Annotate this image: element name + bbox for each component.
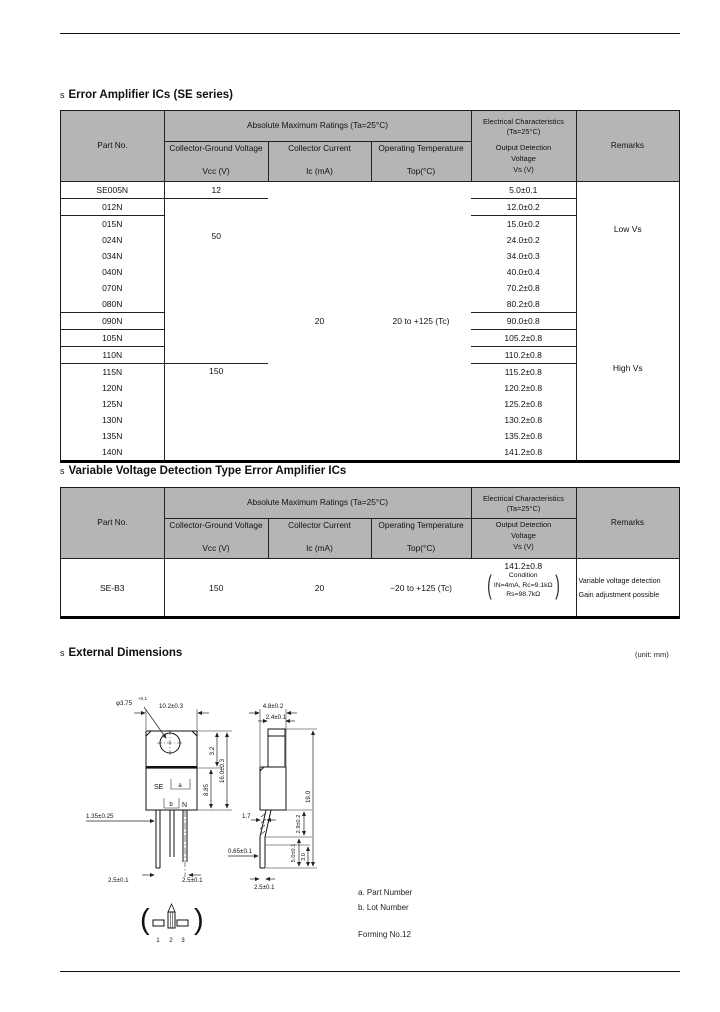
dim-tab-height: 3.2 <box>209 746 216 756</box>
vs-cell: 135.2±0.8 <box>471 428 576 444</box>
remark-line2: Gain adjustment possible <box>578 589 660 599</box>
condition-line1: IN=4mA, Rc=9.1kΩ <box>493 581 553 589</box>
part-no-cell: 034N <box>61 248 164 264</box>
square-bullet-icon: s <box>60 466 65 476</box>
section2-title-text: Variable Voltage Detection Type Error Amplifier ICs <box>68 465 347 477</box>
ec-line2: (Ta=25°C) <box>506 504 541 514</box>
pin3-label: 3 <box>181 937 185 944</box>
ic-cell: 20 <box>314 582 325 593</box>
dim-lead-thickness: 1.7 <box>242 813 251 820</box>
vs-cell: 34.0±0.3 <box>471 248 576 264</box>
header-divider <box>371 518 372 558</box>
dim-total-length: 19.0 <box>305 790 312 804</box>
section1-title-text: Error Amplifier ICs (SE series) <box>68 89 233 101</box>
vs-unit: Vs (V) <box>513 541 534 551</box>
dim-lead-width2: 0.65±0.1 <box>228 848 253 855</box>
right-paren: ) <box>554 570 560 601</box>
condition-line2: Rs=98.7kΩ <box>506 591 541 599</box>
note-lot-number: b. Lot Number <box>358 903 409 912</box>
dim-lead-width: 1.35±0.25 <box>86 813 114 820</box>
dim-bend1: 2.9±0.2 <box>296 814 302 834</box>
ec-line2: (Ta=25°C) <box>506 127 541 137</box>
dim-width-label: 10.2±0.3 <box>158 703 184 710</box>
vs-cell: 130.2±0.8 <box>471 412 576 428</box>
square-bullet-icon: s <box>60 90 65 100</box>
marking-suffix: N <box>182 802 188 809</box>
vcc-unit: Vcc (V) <box>202 166 230 177</box>
ic-unit: Ic (mA) <box>306 166 333 177</box>
header-divider <box>164 488 165 558</box>
col-header-vs <box>471 488 576 558</box>
temp-name: Operating Temperature <box>378 143 464 153</box>
condition-title: Condition <box>508 572 538 579</box>
note-forming: Forming No.12 <box>358 930 411 939</box>
left-bracket: ( <box>140 904 150 936</box>
dim-thickness2: 2.4±0.1 <box>265 714 287 721</box>
pin2-label: 2 <box>169 937 173 944</box>
vs-unit: Vs (V) <box>513 164 534 174</box>
vcc-unit: Vcc (V) <box>202 543 230 554</box>
header-divider <box>471 488 472 558</box>
dim-hole-tol: +0.1 <box>138 696 148 701</box>
dim-total-height: 16.0±0.3 <box>219 758 226 784</box>
vs-cell: 40.0±0.4 <box>471 264 576 280</box>
front-view <box>86 696 232 884</box>
unit-note: (unit: mm) <box>635 650 669 659</box>
remarks-cell <box>576 559 679 616</box>
se-table-header <box>61 111 679 182</box>
note-part-number: a. Part Number <box>358 888 413 897</box>
right-bracket: ) <box>194 904 204 936</box>
part-no-cell: 090N <box>61 313 164 330</box>
vcc-cell: 150 <box>209 582 224 593</box>
ic-cell: 20 <box>314 316 325 326</box>
dim-side-bottom: 2.5±0.1 <box>254 884 275 891</box>
marking-b: b <box>169 802 173 808</box>
se-series-table <box>60 110 680 463</box>
vcc-name: Collector-Ground Voltage <box>169 520 263 530</box>
col-header-vs <box>471 111 576 181</box>
header-divider <box>164 518 576 519</box>
temp-cell: 20 to +125 (Tc) <box>392 316 450 326</box>
ic-name: Collector Current <box>288 520 351 530</box>
ec-line1: Electrical Characteristics <box>483 493 564 503</box>
remark-high-vs: High Vs <box>612 363 643 373</box>
pin2-section <box>168 904 175 928</box>
header-divider <box>371 141 372 181</box>
bottom-view <box>140 904 204 944</box>
temp-unit: Top(°C) <box>406 543 436 554</box>
section2-title <box>60 465 346 477</box>
vs-cell: 12.0±0.2 <box>471 199 576 216</box>
table-row <box>61 182 679 199</box>
part-no-cell: 105N <box>61 330 164 347</box>
col-header-ic <box>268 518 371 558</box>
vcc-cell: 150 <box>209 366 224 376</box>
vs-cell: 70.2±0.8 <box>471 280 576 296</box>
part-no-cell: 120N <box>61 380 164 396</box>
ic-unit: Ic (mA) <box>306 543 333 554</box>
vs-cell: 120.2±0.8 <box>471 380 576 396</box>
dim-thickness1: 4.8±0.2 <box>262 703 284 710</box>
part-no-cell: 130N <box>61 412 164 428</box>
vs-name2: Voltage <box>511 153 536 163</box>
vs-cell: 105.2±0.8 <box>471 330 576 347</box>
vcc-name: Collector-Ground Voltage <box>169 143 263 153</box>
pin1-section <box>153 920 164 926</box>
pin1-label: 1 <box>156 937 160 944</box>
part-no-cell: 040N <box>61 264 164 280</box>
se-table-body <box>61 182 679 460</box>
part-no-cell: 135N <box>61 428 164 444</box>
dim-bend2: 5.0±0.1 <box>291 843 297 863</box>
vs-cell <box>471 559 576 616</box>
vs-cell: 125.2±0.8 <box>471 396 576 412</box>
se-table <box>61 182 679 460</box>
col-header-remarks: Remarks <box>610 517 645 528</box>
dim-pitch-right: 2.5±0.1 <box>182 877 203 884</box>
tab-separator-bar <box>146 766 197 769</box>
header-divider <box>268 518 269 558</box>
section3-title-text: External Dimensions <box>68 647 183 659</box>
col-header-remarks: Remarks <box>610 140 645 151</box>
dim-bend3: 3.0 <box>301 853 307 861</box>
square-bullet-icon: s <box>60 648 65 658</box>
marking-prefix: SE <box>154 784 164 791</box>
bottom-rule <box>60 971 680 972</box>
vs-cell: 24.0±0.2 <box>471 232 576 248</box>
leads <box>156 810 187 877</box>
col-header-part: Part No. <box>97 140 128 151</box>
package-dimension-drawing <box>70 685 550 955</box>
marking-a: a <box>178 783 182 789</box>
ic-name: Collector Current <box>288 143 351 153</box>
section3-title <box>60 647 182 659</box>
col-header-vcc <box>164 141 268 181</box>
variable-voltage-table <box>60 487 680 619</box>
vs-cell: 90.0±0.8 <box>471 313 576 330</box>
vs-cell: 5.0±0.1 <box>471 182 576 199</box>
part-no-cell: SE-B3 <box>61 559 164 616</box>
col-header-ic <box>268 141 371 181</box>
part-no-cell: 125N <box>61 396 164 412</box>
vs-cell: 80.2±0.8 <box>471 296 576 313</box>
vcc-cell: 50 <box>164 199 268 364</box>
col-group-amr: Absolute Maximum Ratings (Ta=25°C) <box>247 497 388 508</box>
vs-name1: Output Detection <box>495 143 552 153</box>
part-no-cell: 015N <box>61 216 164 233</box>
vs-value: 141.2±0.8 <box>504 561 543 571</box>
temp-name: Operating Temperature <box>378 520 464 530</box>
part-no-cell: 080N <box>61 296 164 313</box>
vs-name1: Output Detection <box>495 520 552 530</box>
part-no-cell: SE005N <box>61 182 164 199</box>
vv-table <box>61 559 679 616</box>
vv-table-header <box>61 488 679 559</box>
dim-hole-label: φ3.75 <box>116 700 133 707</box>
vs-cell: 110.2±0.8 <box>471 347 576 364</box>
col-header-temp <box>371 141 471 181</box>
part-no-cell: 012N <box>61 199 164 216</box>
side-view <box>228 703 317 891</box>
part-no-cell: 140N <box>61 444 164 460</box>
section1-title <box>60 89 233 101</box>
header-divider <box>164 111 165 181</box>
dim-body-height: 8.85 <box>203 783 210 797</box>
vs-cell: 15.0±0.2 <box>471 216 576 233</box>
header-divider <box>268 141 269 181</box>
vcc-cell: 12 <box>164 182 268 199</box>
condition-block <box>471 571 576 600</box>
part-no-cell: 070N <box>61 280 164 296</box>
remarks-cell <box>576 182 679 460</box>
table-row <box>61 559 679 616</box>
pin3-section <box>177 920 188 926</box>
header-divider <box>576 111 577 181</box>
vs-cell: 115.2±0.8 <box>471 364 576 381</box>
temp-cell: −20 to +125 (Tc) <box>390 582 452 593</box>
header-divider <box>471 111 472 181</box>
ec-line1: Electrical Characteristics <box>483 116 564 126</box>
col-header-vcc <box>164 518 268 558</box>
part-no-cell: 110N <box>61 347 164 364</box>
dim-pitch-left: 2.5±0.1 <box>108 877 129 884</box>
remark-line1: Variable voltage detection <box>578 575 661 585</box>
top-rule <box>60 33 680 34</box>
remark-low-vs: Low Vs <box>613 224 642 234</box>
temp-unit: Top(°C) <box>406 166 436 177</box>
vs-name2: Voltage <box>511 530 536 540</box>
vs-cell: 141.2±0.8 <box>471 444 576 460</box>
left-paren: ( <box>487 570 492 601</box>
col-header-temp <box>371 518 471 558</box>
header-divider <box>576 488 577 558</box>
part-no-cell: 115N <box>61 364 164 381</box>
col-group-amr: Absolute Maximum Ratings (Ta=25°C) <box>247 120 388 131</box>
header-divider <box>164 141 471 142</box>
part-no-cell: 024N <box>61 232 164 248</box>
col-header-part: Part No. <box>97 517 128 528</box>
